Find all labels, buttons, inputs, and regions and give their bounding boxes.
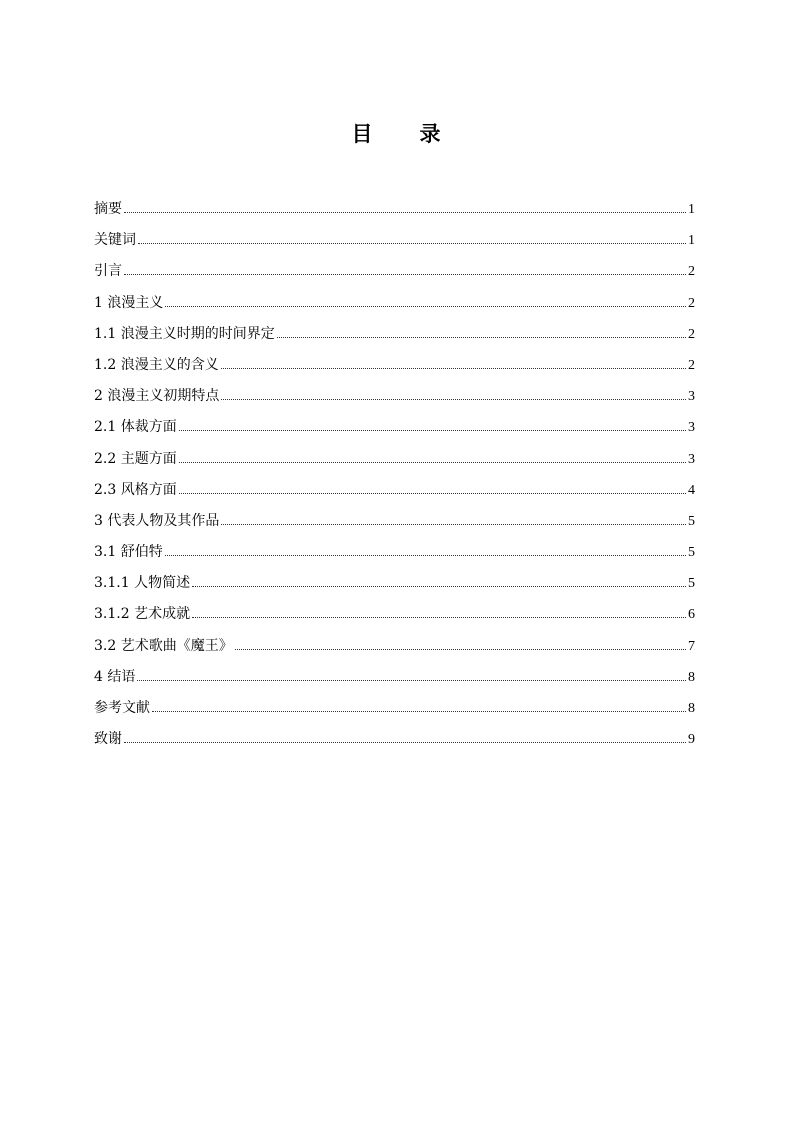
toc-entry[interactable] — [94, 288, 695, 319]
toc-entry[interactable] — [94, 568, 695, 599]
toc-entry-page: 1 — [688, 233, 695, 249]
toc-leader — [124, 742, 686, 743]
toc-entry-page: 2 — [688, 295, 695, 311]
toc-entry[interactable] — [94, 693, 695, 724]
toc-leader — [165, 555, 686, 556]
toc-entry[interactable] — [94, 599, 695, 630]
toc-entry-label: 3.2 艺术歌曲《魔王》 — [94, 637, 233, 654]
toc-entry-label: 2.2 主题方面 — [94, 450, 177, 467]
toc-entry-page: 3 — [688, 420, 695, 436]
toc-entry-label: 4 结语 — [94, 668, 136, 685]
toc-entry[interactable] — [94, 412, 695, 443]
toc-leader — [152, 711, 686, 712]
toc-leader — [124, 274, 686, 275]
toc-entry-page: 6 — [688, 607, 695, 623]
toc-leader — [179, 493, 686, 494]
title-char-2: 录 — [419, 122, 442, 146]
toc-entry-label: 3.1 舒伯特 — [94, 544, 163, 561]
toc-entry-page: 5 — [688, 513, 695, 529]
toc-entry-page: 3 — [688, 451, 695, 467]
toc-leader — [277, 337, 686, 338]
toc-entry-label: 3 代表人物及其作品 — [94, 512, 220, 529]
toc-entry-page: 8 — [688, 701, 695, 716]
toc-leader — [179, 430, 686, 431]
toc-entry-label: 2.3 风格方面 — [94, 481, 177, 498]
toc-entry[interactable] — [94, 662, 695, 693]
toc-entry[interactable] — [94, 319, 695, 350]
toc-entry-page: 5 — [688, 576, 695, 592]
toc-leader — [192, 617, 686, 618]
toc-leader — [235, 649, 686, 650]
table-of-contents — [94, 194, 695, 755]
toc-entry-label: 引言 — [94, 263, 122, 280]
title-char-1: 目 — [351, 122, 374, 146]
toc-entry-page: 2 — [688, 326, 695, 342]
toc-leader — [137, 680, 686, 681]
toc-entry[interactable] — [94, 537, 695, 568]
toc-entry-page: 2 — [688, 264, 695, 280]
toc-leader — [221, 524, 686, 525]
toc-entry[interactable] — [94, 444, 695, 475]
toc-leader — [124, 212, 686, 213]
toc-entry-page: 2 — [688, 357, 695, 373]
toc-entry[interactable] — [94, 256, 695, 287]
toc-entry-label: 致谢 — [94, 731, 122, 748]
toc-entry-label: 关键词 — [94, 232, 136, 249]
toc-entry-page: 3 — [688, 389, 695, 405]
toc-entry-label: 摘要 — [94, 201, 122, 217]
toc-leader — [192, 586, 686, 587]
toc-entry-label: 1 浪漫主义 — [94, 294, 164, 311]
toc-entry[interactable] — [94, 631, 695, 662]
toc-entry[interactable] — [94, 350, 695, 381]
toc-entry-label: 1.1 浪漫主义时期的时间界定 — [94, 325, 275, 342]
toc-entry-page: 4 — [688, 482, 695, 498]
toc-entry-label: 3.1.1 人物简述 — [94, 575, 191, 592]
toc-entry[interactable] — [94, 724, 695, 755]
page-title — [0, 118, 793, 148]
toc-entry-page: 5 — [688, 545, 695, 561]
toc-leader — [221, 368, 686, 369]
toc-entry[interactable] — [94, 506, 695, 537]
toc-entry-page: 9 — [688, 732, 695, 748]
toc-entry[interactable] — [94, 225, 695, 256]
toc-leader — [179, 462, 686, 463]
toc-entry-label: 2 浪漫主义初期特点 — [94, 388, 220, 405]
toc-leader — [221, 399, 686, 400]
toc-entry-page: 7 — [688, 638, 695, 654]
toc-entry[interactable] — [94, 475, 695, 506]
toc-entry-label: 1.2 浪漫主义的含义 — [94, 356, 219, 373]
toc-entry[interactable] — [94, 194, 695, 225]
toc-entry-label: 2.1 体裁方面 — [94, 419, 177, 436]
toc-entry-label: 3.1.2 艺术成就 — [94, 606, 191, 623]
toc-leader — [138, 243, 686, 244]
toc-entry-page: 1 — [688, 202, 695, 217]
toc-leader — [165, 306, 686, 307]
toc-entry-page: 8 — [688, 669, 695, 685]
toc-entry-label: 参考文献 — [94, 700, 150, 716]
toc-entry[interactable] — [94, 381, 695, 412]
